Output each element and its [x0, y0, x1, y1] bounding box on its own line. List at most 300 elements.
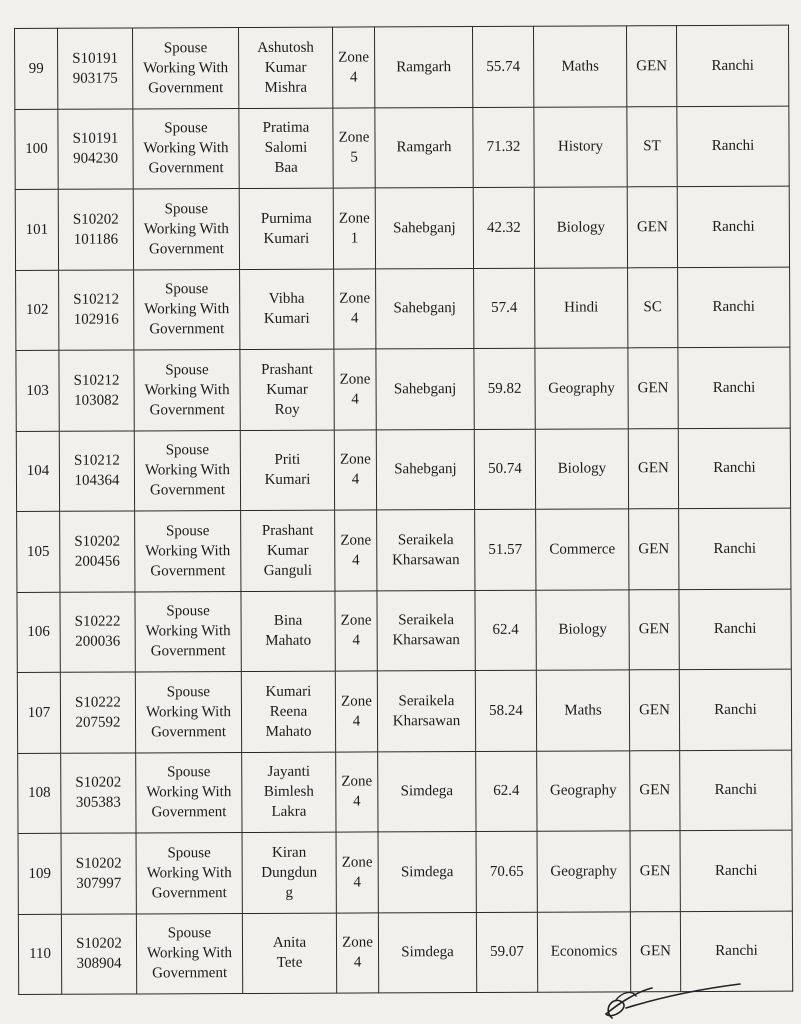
cell-caste-category: [626, 26, 676, 107]
cell-code-line: S10202: [75, 774, 122, 791]
cell-subject-line: Economics: [550, 943, 618, 960]
table-row: [15, 106, 789, 190]
cell-code-line: S10202: [74, 533, 121, 550]
cell-zone: [334, 349, 376, 430]
cell-code-line: S10191: [72, 50, 119, 67]
cell-zone: [334, 429, 376, 510]
cell-district: [378, 831, 476, 912]
cell-name-line: Kumari: [263, 310, 310, 328]
cell-subject-line: Geography: [550, 863, 618, 880]
cell-category-line: Spouse: [166, 603, 210, 620]
cell-serial-line: 100: [25, 141, 48, 158]
table-row: [16, 428, 790, 512]
cell-category-line: Working With: [143, 59, 229, 77]
cell-subject-line: Geography: [549, 782, 617, 799]
cell-subject-line: Maths: [561, 58, 599, 75]
cell-serial-line: 109: [28, 865, 51, 882]
cell-name-line: Ganguli: [263, 562, 313, 579]
cell-caste-category-line: GEN: [639, 862, 671, 880]
cell-serial-line: 103: [26, 382, 49, 399]
cell-name-line: Bina: [273, 612, 303, 630]
cell-caste-category: [629, 670, 679, 751]
cell-category-line: Spouse: [164, 281, 209, 298]
cell-name-line: Bimlesh: [263, 783, 314, 801]
cell-district-line: Ramgarh: [396, 139, 452, 156]
cell-category-line: Government: [151, 723, 227, 741]
cell-category-line: Spouse: [167, 764, 211, 781]
cell-caste-category-line: GEN: [637, 460, 669, 477]
cell-category-line: Working With: [143, 140, 229, 157]
cell-code-line: 903175: [72, 70, 118, 87]
cell-score: [474, 429, 535, 510]
cell-category: [133, 28, 239, 109]
cell-caste-category: [628, 267, 678, 348]
cell-zone-line: Zone: [338, 210, 370, 227]
cell-category: [135, 591, 241, 672]
cell-serial: [17, 672, 60, 753]
cell-score-line: 42.32: [486, 219, 521, 236]
table-row: [18, 750, 792, 834]
cell-city: [678, 347, 790, 428]
cell-category-line: Spouse: [167, 844, 211, 862]
cell-city: [680, 830, 792, 911]
cell-district: [377, 509, 475, 590]
cell-city-line: Ranchi: [714, 782, 758, 799]
cell-category-line: Spouse: [163, 39, 208, 57]
table-row: [16, 267, 790, 351]
cell-code: [59, 350, 134, 431]
cell-subject-line: Commerce: [549, 541, 616, 558]
cell-name: [241, 671, 335, 752]
cell-zone-line: Zone: [339, 371, 371, 388]
cell-name-line: Kumari: [265, 683, 312, 700]
cell-zone-line: 4: [350, 310, 359, 327]
cell-district: [376, 268, 474, 349]
cell-score-line: 50.74: [488, 461, 522, 478]
cell-score-line: 57.4: [491, 300, 518, 317]
cell-category: [134, 430, 240, 511]
table-row: [16, 347, 790, 431]
cell-serial: [16, 431, 59, 512]
cell-city: [677, 186, 789, 267]
cell-category-line: Working With: [145, 703, 232, 721]
cell-subject: [536, 509, 629, 590]
cell-zone: [335, 590, 377, 671]
cell-name-line: Mahato: [265, 632, 312, 650]
cell-caste-category-line: ST: [643, 138, 661, 155]
cell-serial-line: 108: [28, 785, 51, 802]
cell-score-line: 59.07: [490, 944, 524, 961]
cell-code: [59, 269, 134, 350]
cell-score-line: 62.4: [492, 622, 519, 639]
cell-category-line: Government: [151, 884, 227, 902]
cell-name-line: Kumari: [263, 230, 310, 247]
cell-city: [677, 106, 789, 187]
cell-name-line: Mishra: [264, 79, 308, 96]
cell-name-line: Anita: [272, 934, 307, 952]
cell-district: [377, 590, 475, 671]
table-row: [17, 508, 791, 592]
cell-code: [58, 28, 133, 109]
cell-score: [473, 107, 534, 188]
cell-category: [135, 672, 241, 753]
cell-serial-line: 107: [27, 704, 51, 721]
cell-category-line: Working With: [145, 542, 231, 560]
cell-district: [376, 348, 474, 429]
cell-district: [378, 912, 476, 993]
cell-serial: [18, 833, 61, 914]
cell-subject-line: Hindi: [564, 299, 599, 316]
cell-category: [135, 511, 241, 592]
cell-name: [241, 510, 335, 591]
cell-zone: [336, 751, 378, 832]
cell-category-line: Government: [152, 965, 228, 982]
cell-city-line: Ranchi: [713, 540, 757, 557]
cell-category-line: Government: [150, 643, 226, 660]
cell-score: [476, 831, 537, 912]
cell-subject: [533, 26, 626, 107]
cell-code: [61, 833, 136, 914]
cell-code: [58, 189, 133, 270]
cell-code-line: 200456: [74, 553, 120, 570]
cell-zone: [335, 510, 377, 591]
cell-category-line: Spouse: [165, 361, 209, 379]
cell-code-line: 207592: [75, 714, 121, 731]
cell-serial-line: 101: [25, 221, 49, 238]
cell-city-line: Ranchi: [715, 943, 758, 960]
cell-name: [239, 27, 333, 108]
cell-subject-line: History: [557, 138, 604, 155]
cell-code-line: S10212: [73, 372, 120, 389]
cell-name-line: Ashutosh: [257, 39, 314, 56]
cell-district-line: Seraikela: [398, 692, 455, 710]
cell-category-line: Working With: [146, 864, 232, 882]
transfer-list-table: [14, 25, 793, 995]
cell-zone-line: 4: [351, 471, 360, 488]
cell-subject: [535, 267, 628, 348]
cell-score: [476, 912, 537, 993]
cell-code-line: S10212: [73, 291, 120, 308]
cell-category-line: Government: [149, 482, 226, 499]
cell-subject: [536, 670, 629, 751]
cell-score-line: 58.24: [489, 702, 523, 719]
cell-caste-category-line: GEN: [639, 701, 670, 719]
cell-subject-line: Geography: [548, 380, 615, 397]
cell-serial: [18, 753, 61, 834]
cell-city-line: Ranchi: [713, 621, 757, 638]
cell-name-line: Vibha: [268, 290, 305, 308]
cell-name-line: Baa: [274, 160, 298, 177]
cell-category-line: Spouse: [165, 442, 210, 459]
cell-category-line: Working With: [145, 623, 231, 640]
cell-city-line: Ranchi: [712, 218, 755, 235]
cell-code-line: S10202: [76, 935, 122, 952]
cell-name: [242, 913, 336, 994]
cell-district-line: Kharsawan: [392, 712, 461, 730]
cell-caste-category: [630, 831, 680, 912]
cell-zone-line: 4: [353, 874, 362, 891]
cell-serial: [15, 109, 58, 190]
cell-score-line: 62.4: [493, 783, 520, 800]
cell-zone-line: 4: [351, 391, 359, 408]
cell-district-line: Ramgarh: [396, 58, 452, 76]
cell-name-line: Purnima: [260, 210, 312, 227]
cell-serial: [16, 270, 59, 351]
cell-score: [472, 26, 533, 107]
cell-subject: [535, 428, 628, 509]
cell-district: [374, 26, 472, 107]
cell-subject: [537, 750, 630, 831]
cell-name: [242, 752, 336, 833]
cell-city: [676, 25, 788, 106]
cell-serial-line: 104: [26, 463, 50, 480]
cell-name-line: Jayanti: [267, 763, 311, 781]
cell-district-line: Sahebganj: [393, 300, 456, 317]
cell-serial-line: 99: [28, 60, 44, 77]
cell-zone-line: 4: [353, 793, 361, 810]
cell-name: [241, 591, 335, 672]
cell-city-line: Ranchi: [712, 379, 756, 396]
cell-caste-category-line: GEN: [637, 379, 669, 397]
cell-city: [678, 267, 790, 348]
cell-category-line: Working With: [144, 301, 230, 318]
cell-name-line: Priti: [274, 452, 301, 469]
cell-category: [136, 752, 242, 833]
table-row: [17, 669, 791, 753]
cell-name: [240, 349, 334, 430]
cell-category-line: Government: [149, 321, 225, 338]
cell-category: [133, 189, 239, 270]
cell-code-line: 308904: [76, 955, 122, 972]
cell-serial: [15, 28, 58, 109]
cell-caste-category: [629, 509, 679, 590]
cell-name-line: Kumar: [266, 381, 308, 398]
cell-category-line: Spouse: [165, 522, 210, 540]
cell-subject-line: Biology: [556, 219, 606, 236]
cell-district-line: Simdega: [400, 863, 454, 881]
cell-serial: [17, 592, 60, 673]
cell-subject: [534, 106, 627, 187]
cell-name-line: Mahato: [265, 723, 312, 740]
cell-city: [679, 669, 791, 750]
cell-name: [240, 269, 334, 350]
cell-code: [60, 672, 135, 753]
cell-subject-line: Biology: [558, 621, 607, 638]
cell-name: [242, 832, 336, 913]
cell-category: [136, 913, 242, 994]
cell-code: [60, 511, 135, 592]
signature-mark: [592, 978, 742, 1024]
cell-score-line: 70.65: [489, 863, 524, 880]
cell-name-line: Tete: [276, 955, 303, 972]
table-row: [18, 830, 792, 914]
cell-zone-line: Zone: [340, 612, 372, 629]
cell-caste-category-line: SC: [643, 299, 662, 316]
cell-serial-line: 110: [29, 946, 52, 963]
cell-zone-line: Zone: [338, 129, 370, 146]
table-body: [15, 25, 793, 994]
cell-district: [378, 751, 476, 832]
cell-subject: [537, 831, 630, 912]
cell-name-line: Reena: [269, 703, 308, 720]
cell-category: [134, 269, 240, 350]
cell-score: [474, 268, 535, 349]
cell-score-line: 51.57: [488, 541, 523, 558]
cell-subject: [534, 187, 627, 268]
cell-caste-category-line: GEN: [638, 621, 670, 638]
cell-city: [680, 750, 792, 831]
cell-name-line: Lakra: [271, 803, 307, 821]
cell-score: [473, 187, 534, 268]
cell-zone: [334, 268, 376, 349]
cell-zone-line: 4: [352, 632, 360, 649]
cell-category-line: Government: [148, 240, 224, 258]
cell-district-line: Sahebganj: [393, 380, 457, 398]
cell-zone-line: 4: [352, 713, 361, 730]
cell-name: [239, 108, 333, 189]
cell-subject-line: Maths: [564, 702, 602, 719]
cell-name-line: Roy: [274, 401, 300, 418]
cell-serial-line: 102: [25, 302, 49, 319]
cell-subject: [536, 589, 629, 670]
cell-code-line: 104364: [74, 472, 120, 489]
cell-serial: [17, 511, 60, 592]
cell-district-line: Kharsawan: [392, 632, 460, 649]
cell-code-line: 904230: [73, 150, 119, 167]
cell-zone-line: 4: [353, 954, 362, 971]
cell-district-line: Simdega: [400, 783, 454, 800]
cell-category: [136, 833, 242, 914]
cell-zone: [333, 107, 375, 188]
cell-name-line: Kumar: [266, 542, 309, 559]
cell-city: [679, 508, 791, 589]
cell-code-line: S10202: [72, 211, 119, 228]
cell-zone: [332, 27, 374, 108]
cell-zone: [335, 671, 377, 752]
cell-code-line: 101186: [73, 231, 119, 248]
cell-caste-category-line: GEN: [636, 218, 668, 236]
cell-caste-category-line: GEN: [639, 782, 671, 799]
cell-code: [61, 913, 136, 994]
cell-zone-line: Zone: [340, 532, 372, 549]
cell-score-line: 71.32: [486, 139, 521, 156]
cell-zone-line: 4: [349, 69, 358, 86]
cell-name-line: Dungdun: [261, 864, 318, 881]
cell-caste-category: [627, 187, 677, 268]
cell-code-line: S10202: [75, 855, 122, 872]
cell-caste-category-line: GEN: [636, 57, 668, 75]
cell-code-line: 102916: [73, 311, 119, 328]
cell-score: [474, 348, 535, 429]
cell-name-line: Salomi: [264, 139, 308, 157]
cell-category: [134, 350, 240, 431]
cell-code-line: 305383: [75, 794, 121, 811]
table-row: [15, 186, 789, 270]
cell-zone-line: Zone: [341, 773, 373, 790]
cell-code-line: S10222: [74, 694, 121, 711]
cell-name-line: Pratima: [262, 119, 310, 137]
cell-district: [376, 429, 474, 510]
cell-category-line: Working With: [146, 784, 232, 801]
cell-zone-line: Zone: [341, 854, 373, 871]
cell-serial: [15, 189, 58, 270]
cell-code: [61, 752, 136, 833]
cell-code-line: 307997: [76, 875, 122, 892]
table-row: [17, 589, 791, 673]
cell-category-line: Government: [148, 160, 224, 177]
table-row: [15, 25, 789, 109]
cell-zone-line: Zone: [340, 693, 372, 710]
cell-zone: [333, 188, 375, 269]
cell-serial: [16, 350, 59, 431]
cell-score: [475, 509, 536, 590]
cell-code-line: S10212: [73, 452, 120, 469]
cell-name-line: Prashant: [261, 522, 314, 539]
cell-name-line: Kumar: [264, 59, 307, 76]
cell-category-line: Spouse: [167, 925, 212, 942]
cell-score-line: 55.74: [486, 58, 521, 75]
cell-zone-line: 5: [350, 149, 358, 166]
cell-category-line: Government: [151, 804, 227, 821]
cell-name: [240, 430, 334, 511]
cell-zone-line: Zone: [338, 49, 370, 66]
cell-name-line: Kumari: [264, 471, 311, 489]
cell-category-line: Working With: [144, 462, 230, 479]
cell-district-line: Seraikela: [397, 531, 454, 549]
cell-city: [679, 589, 791, 670]
cell-name-line: Prashant: [261, 361, 313, 378]
cell-city: [678, 428, 790, 509]
cell-category-line: Spouse: [164, 200, 208, 218]
cell-code: [58, 108, 133, 189]
cell-zone-line: Zone: [339, 290, 371, 307]
cell-caste-category: [628, 428, 678, 509]
cell-score: [475, 670, 536, 751]
cell-score-line: 59.82: [487, 380, 522, 397]
cell-city-line: Ranchi: [712, 299, 756, 316]
cell-code: [59, 430, 134, 511]
cell-subject-line: Biology: [557, 460, 607, 477]
cell-score: [475, 590, 536, 671]
cell-category-line: Government: [148, 79, 224, 97]
cell-category-line: Spouse: [166, 683, 211, 701]
cell-district-line: Simdega: [401, 944, 454, 961]
cell-category-line: Government: [150, 562, 226, 580]
cell-score: [476, 751, 537, 832]
cell-category-line: Working With: [144, 381, 230, 399]
cell-zone: [336, 832, 378, 913]
cell-category: [133, 108, 239, 189]
cell-zone: [336, 912, 378, 993]
cell-district-line: Kharsawan: [392, 551, 460, 569]
cell-code-line: S10191: [72, 130, 119, 147]
cell-city-line: Ranchi: [711, 138, 755, 155]
cell-district: [375, 107, 473, 188]
cell-city-line: Ranchi: [711, 57, 754, 74]
cell-zone-line: 1: [350, 230, 359, 247]
cell-caste-category-line: GEN: [640, 943, 671, 960]
cell-caste-category: [627, 106, 677, 187]
cell-district-line: Sahebganj: [394, 461, 457, 478]
cell-zone-line: 4: [352, 552, 360, 569]
cell-category-line: Government: [149, 401, 225, 419]
cell-caste-category-line: GEN: [638, 540, 670, 558]
cell-city-line: Ranchi: [713, 460, 756, 477]
cell-serial: [18, 914, 61, 995]
cell-code: [60, 591, 135, 672]
cell-name: [239, 188, 333, 269]
cell-category-line: Working With: [147, 945, 233, 962]
